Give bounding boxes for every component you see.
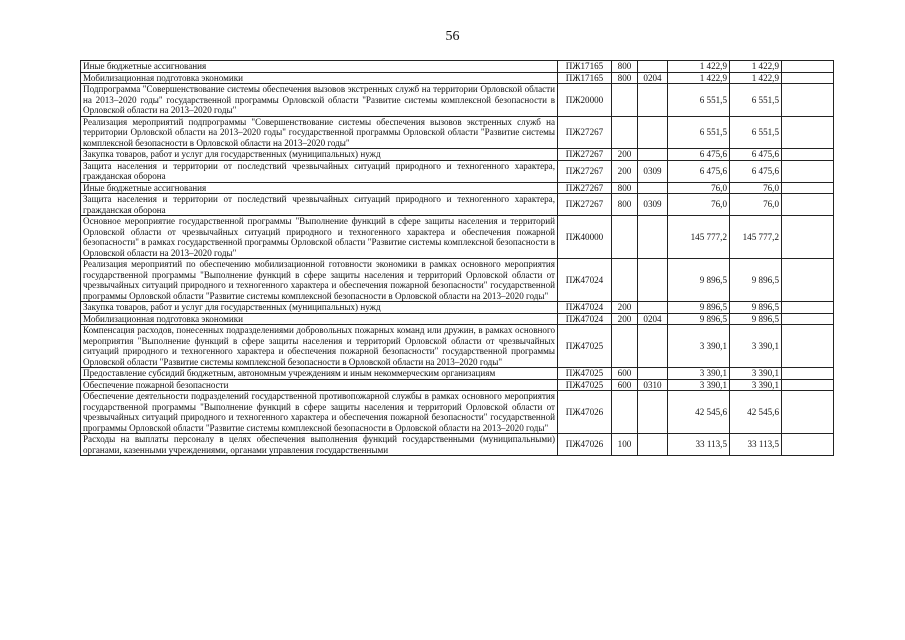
table-row [81, 160, 834, 182]
expense-type-code-cell: 800 [612, 72, 638, 84]
amount-cell: 9 896,5 [668, 259, 730, 302]
amount-cell: 1 422,9 [668, 61, 730, 73]
page-number: 56 [445, 29, 460, 44]
table-row [81, 259, 834, 302]
amount-cell-second: 6 551,5 [730, 84, 782, 117]
expense-type-code-cell: 200 [612, 149, 638, 161]
table-row [81, 391, 834, 434]
expense-type-code-cell [612, 216, 638, 259]
amount-cell: 3 390,1 [668, 325, 730, 368]
expense-name-cell: Мобилизационная подготовка экономики [81, 72, 558, 84]
empty-cell [782, 325, 834, 368]
expense-type-code-cell: 800 [612, 182, 638, 194]
target-article-code-cell: ПЖ47024 [558, 313, 612, 325]
amount-cell: 6 475,6 [668, 160, 730, 182]
amount-cell: 6 475,6 [668, 149, 730, 161]
target-article-code-cell: ПЖ47024 [558, 259, 612, 302]
expense-name-cell: Предоставление субсидий бюджетным, автономным учреждениям и иным некоммерческим организациям [81, 368, 558, 380]
amount-cell-second: 6 551,5 [730, 116, 782, 149]
target-article-code-cell: ПЖ27267 [558, 182, 612, 194]
amount-cell-second: 33 113,5 [730, 434, 782, 456]
empty-cell [782, 259, 834, 302]
expense-name-cell: Обеспечение пожарной безопасности [81, 379, 558, 391]
target-article-code-cell: ПЖ40000 [558, 216, 612, 259]
section-code-cell [638, 182, 668, 194]
section-code-cell [638, 368, 668, 380]
target-article-code-cell: ПЖ27267 [558, 116, 612, 149]
amount-cell: 76,0 [668, 194, 730, 216]
empty-cell [782, 160, 834, 182]
expense-name-cell: Защита населения и территории от последствий чрезвычайных ситуаций природного и техногенного характера, гражданская оборона [81, 194, 558, 216]
table-row [81, 216, 834, 259]
table-row [81, 194, 834, 216]
expense-name-cell: Закупка товаров, работ и услуг для государственных (муниципальных) нужд [81, 302, 558, 314]
amount-cell: 76,0 [668, 182, 730, 194]
section-code-cell [638, 259, 668, 302]
amount-cell: 145 777,2 [668, 216, 730, 259]
expense-type-code-cell [612, 116, 638, 149]
target-article-code-cell: ПЖ17165 [558, 72, 612, 84]
empty-cell [782, 194, 834, 216]
empty-cell [782, 149, 834, 161]
empty-cell [782, 72, 834, 84]
expense-name-cell: Основное мероприятие государственной программы "Выполнение функций в сфере защиты населения и территорий Орловской области от чрезвычайных ситуаций природного и техногенного характера и обеспечения пожарной безопасности" в рамках государственной программы Орловской области "Развитие системы комплексной безопасности в Орловской области на 2013–2020 годы" [81, 216, 558, 259]
section-code-cell [638, 216, 668, 259]
table-row [81, 61, 834, 73]
expense-type-code-cell [612, 84, 638, 117]
expense-name-cell: Реализация мероприятий подпрограммы "Совершенствование системы обеспечения вызовов экстренных служб на территории Орловской области на 2013–2020 годы" государственной программы Орловской области "Развитие системы комплексной безопасности в Орловской области на 2013–2020 годы" [81, 116, 558, 149]
section-code-cell: 0310 [638, 379, 668, 391]
amount-cell: 6 551,5 [668, 116, 730, 149]
section-code-cell [638, 149, 668, 161]
amount-cell: 33 113,5 [668, 434, 730, 456]
expense-type-code-cell [612, 391, 638, 434]
amount-cell-second: 1 422,9 [730, 72, 782, 84]
expense-name-cell: Закупка товаров, работ и услуг для государственных (муниципальных) нужд [81, 149, 558, 161]
amount-cell: 9 896,5 [668, 313, 730, 325]
amount-cell: 6 551,5 [668, 84, 730, 117]
expense-name-cell: Расходы на выплаты персоналу в целях обеспечения выполнения функций государственными (муниципальными) органами, казенными учреждениями, органами управления государственными [81, 434, 558, 456]
empty-cell [782, 391, 834, 434]
amount-cell-second: 6 475,6 [730, 160, 782, 182]
amount-cell-second: 1 422,9 [730, 61, 782, 73]
amount-cell: 42 545,6 [668, 391, 730, 434]
expense-type-code-cell: 600 [612, 379, 638, 391]
target-article-code-cell: ПЖ27267 [558, 194, 612, 216]
amount-cell-second: 76,0 [730, 182, 782, 194]
section-code-cell [638, 116, 668, 149]
empty-cell [782, 302, 834, 314]
expense-type-code-cell [612, 325, 638, 368]
amount-cell: 3 390,1 [668, 379, 730, 391]
target-article-code-cell: ПЖ47025 [558, 379, 612, 391]
amount-cell-second: 9 896,5 [730, 302, 782, 314]
amount-cell-second: 145 777,2 [730, 216, 782, 259]
empty-cell [782, 61, 834, 73]
budget-table-body [81, 61, 834, 456]
section-code-cell: 0309 [638, 194, 668, 216]
table-row [81, 434, 834, 456]
expense-type-code-cell: 600 [612, 368, 638, 380]
target-article-code-cell: ПЖ17165 [558, 61, 612, 73]
expense-name-cell: Защита населения и территории от последствий чрезвычайных ситуаций природного и техногенного характера, гражданская оборона [81, 160, 558, 182]
empty-cell [782, 379, 834, 391]
empty-cell [782, 216, 834, 259]
section-code-cell [638, 302, 668, 314]
expense-type-code-cell: 100 [612, 434, 638, 456]
target-article-code-cell: ПЖ47025 [558, 325, 612, 368]
expense-type-code-cell: 200 [612, 302, 638, 314]
table-row [81, 368, 834, 380]
empty-cell [782, 116, 834, 149]
section-code-cell [638, 391, 668, 434]
table-row [81, 84, 834, 117]
table-row [81, 149, 834, 161]
empty-cell [782, 368, 834, 380]
amount-cell-second: 76,0 [730, 194, 782, 216]
section-code-cell: 0309 [638, 160, 668, 182]
empty-cell [782, 182, 834, 194]
amount-cell-second: 6 475,6 [730, 149, 782, 161]
expense-name-cell: Мобилизационная подготовка экономики [81, 313, 558, 325]
empty-cell [782, 313, 834, 325]
expense-name-cell: Иные бюджетные ассигнования [81, 182, 558, 194]
target-article-code-cell: ПЖ27267 [558, 160, 612, 182]
empty-cell [782, 434, 834, 456]
table-row [81, 116, 834, 149]
target-article-code-cell: ПЖ47026 [558, 434, 612, 456]
expense-name-cell: Иные бюджетные ассигнования [81, 61, 558, 73]
section-code-cell [638, 325, 668, 368]
empty-cell [782, 84, 834, 117]
amount-cell: 9 896,5 [668, 302, 730, 314]
amount-cell-second: 3 390,1 [730, 368, 782, 380]
table-row [81, 302, 834, 314]
expense-name-cell: Реализация мероприятий по обеспечению мобилизационной готовности экономики в рамках основного мероприятия государственной программы "Выполнение функций в сфере защиты населения и территорий Орловской области от чрезвычайных ситуаций природного и техногенного характера и обеспечения пожарной безопасности" государственной программы Орловской области "Развитие системы комплексной безопасности в Орловской области на 2013–2020 годы" [81, 259, 558, 302]
amount-cell-second: 9 896,5 [730, 259, 782, 302]
budget-table [80, 60, 834, 456]
table-row [81, 379, 834, 391]
target-article-code-cell: ПЖ47024 [558, 302, 612, 314]
target-article-code-cell: ПЖ20000 [558, 84, 612, 117]
amount-cell: 3 390,1 [668, 368, 730, 380]
expense-name-cell: Обеспечение деятельности подразделений государственной противопожарной службы в рамках основного мероприятия государственной программы "Выполнение функций в сфере защиты населения и территорий Орловской области от чрезвычайных ситуаций природного и техногенного характера и обеспечения пожарной безопасности" государственной программы Орловской области "Развитие системы комплексной безопасности в Орловской области на 2013–2020 годы" [81, 391, 558, 434]
target-article-code-cell: ПЖ27267 [558, 149, 612, 161]
expense-type-code-cell: 800 [612, 61, 638, 73]
table-row [81, 72, 834, 84]
amount-cell-second: 9 896,5 [730, 313, 782, 325]
section-code-cell [638, 84, 668, 117]
target-article-code-cell: ПЖ47025 [558, 368, 612, 380]
section-code-cell: 0204 [638, 72, 668, 84]
section-code-cell [638, 61, 668, 73]
expense-type-code-cell: 200 [612, 160, 638, 182]
section-code-cell: 0204 [638, 313, 668, 325]
section-code-cell [638, 434, 668, 456]
amount-cell: 1 422,9 [668, 72, 730, 84]
amount-cell-second: 3 390,1 [730, 325, 782, 368]
target-article-code-cell: ПЖ47026 [558, 391, 612, 434]
table-row [81, 325, 834, 368]
expense-type-code-cell [612, 259, 638, 302]
amount-cell-second: 3 390,1 [730, 379, 782, 391]
table-row [81, 313, 834, 325]
table-row [81, 182, 834, 194]
expense-name-cell: Подпрограмма "Совершенствование системы обеспечения вызовов экстренных служб на территории Орловской области на 2013–2020 годы" государственной программы Орловской области "Развитие системы комплексной безопасности в Орловской области на 2013–2020 годы" [81, 84, 558, 117]
expense-type-code-cell: 800 [612, 194, 638, 216]
amount-cell-second: 42 545,6 [730, 391, 782, 434]
expense-name-cell: Компенсация расходов, понесенных подразделениями добровольных пожарных команд или дружин, в рамках основного мероприятия "Выполнение функций в сфере защиты населения и территорий Орловской области от чрезвычайных ситуаций природного и техногенного характера и обеспечения пожарной безопасности" государственной программы Орловской области "Развитие системы комплексной безопасности в Орловской области на 2013–2020 годы" [81, 325, 558, 368]
expense-type-code-cell: 200 [612, 313, 638, 325]
